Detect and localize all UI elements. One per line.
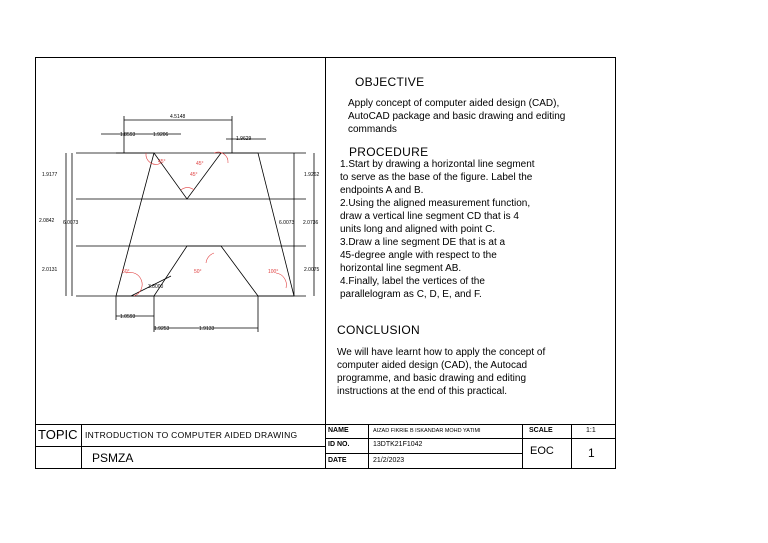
- procedure-text: [340, 158, 535, 301]
- objective-heading: OBJECTIVE: [355, 75, 425, 89]
- dim-text-right-lower: 2.0075: [304, 267, 320, 273]
- objective-line: Apply concept of computer aided design (CAD),: [348, 98, 560, 109]
- conclusion-line: programme, and basic drawing and editing: [337, 373, 526, 384]
- angle-label-50b: 50°: [194, 269, 202, 275]
- objective-text: [348, 97, 565, 136]
- dim-text-top-right: 1.9629: [236, 136, 252, 142]
- dim-text-left-total: 6.0073: [63, 220, 79, 226]
- id-label: ID NO.: [326, 439, 369, 454]
- title-block: [36, 424, 615, 469]
- scale-label: SCALE: [523, 425, 572, 439]
- procedure-line: 2.Using the aligned measurement function,: [340, 198, 531, 209]
- procedure-line: 3.Draw a line segment DE that is at a: [340, 237, 506, 248]
- conclusion-line: computer aided design (CAD), the Autocad: [337, 360, 528, 371]
- eoc-label: EOC: [523, 439, 572, 469]
- name-value: AIZAD FIKRIE B ISKANDAR MOHD YATIMI: [369, 425, 523, 439]
- subtitle: PSMZA: [82, 447, 326, 469]
- conclusion-text: [337, 346, 545, 398]
- date-label: DATE: [326, 454, 369, 469]
- dim-text-top-left: 1.8593: [120, 132, 136, 138]
- dim-text-right-total: 6.0073: [279, 220, 295, 226]
- dim-text-bottom-left: 1.0593: [120, 314, 136, 320]
- conclusion-heading: CONCLUSION: [337, 323, 421, 337]
- angle-label-50a: 50°: [122, 269, 130, 275]
- cad-drawing-area: [36, 58, 326, 424]
- dim-text-right-mid: 2.0736: [303, 220, 319, 226]
- topic-value: INTRODUCTION TO COMPUTER AIDED DRAWING: [82, 425, 326, 447]
- name-label: NAME: [326, 425, 369, 439]
- angle-label-45c: 45°: [190, 172, 198, 178]
- sheet-number: 1: [588, 446, 595, 460]
- topic-label: TOPIC: [36, 425, 82, 447]
- procedure-line: to serve as the base of the figure. Label the: [340, 172, 533, 183]
- dim-text-top-mid: 1.9206: [153, 132, 169, 138]
- procedure-heading: PROCEDURE: [349, 145, 429, 159]
- procedure-line: parallelogram as C, D, E, and F.: [340, 289, 482, 300]
- cad-figure: [36, 58, 326, 424]
- description-panel: [326, 58, 615, 424]
- topic-blank: [36, 447, 82, 469]
- objective-line: AutoCAD package and basic drawing and editing: [348, 111, 566, 122]
- date-value: 21/2/2023: [369, 454, 523, 469]
- procedure-line: 4.Finally, label the vertices of the: [340, 276, 485, 287]
- procedure-line: horizontal line segment AB.: [340, 263, 462, 274]
- dim-text-bottom-right: 1.9133: [199, 326, 215, 332]
- procedure-line: units long and aligned with point C.: [340, 224, 496, 235]
- drawing-sheet: [35, 57, 616, 469]
- angle-label-45b: 45°: [196, 161, 204, 167]
- dim-text-left-lower: 2.0131: [42, 267, 58, 273]
- objective-line: commands: [348, 124, 397, 135]
- procedure-line: 1.Start by drawing a horizontal line segment: [340, 159, 535, 170]
- dim-text-bottom-mid: 1.9253: [154, 326, 170, 332]
- angle-label-100: 100°: [268, 269, 279, 275]
- procedure-line: 45-degree angle with respect to the: [340, 250, 497, 261]
- procedure-line: endpoints A and B.: [340, 185, 424, 196]
- procedure-line: draw a vertical line segment CD that is 4: [340, 211, 519, 222]
- conclusion-line: instructions at the end of this practical.: [337, 386, 508, 397]
- dim-text-left-mid: 2.0842: [39, 218, 55, 224]
- dim-text-left-upper: 1.9177: [42, 172, 58, 178]
- angle-label-45a: 45°: [158, 159, 166, 165]
- dim-text-top-width: 4.5148: [170, 114, 186, 120]
- id-value: 13DTK21F1042: [369, 439, 523, 454]
- scale-value: 1:1: [572, 425, 615, 439]
- conclusion-line: We will have learnt how to apply the concept of: [337, 347, 546, 358]
- dim-text-diag: 3.8000: [148, 284, 164, 290]
- dim-text-right-upper: 1.9262: [304, 172, 320, 178]
